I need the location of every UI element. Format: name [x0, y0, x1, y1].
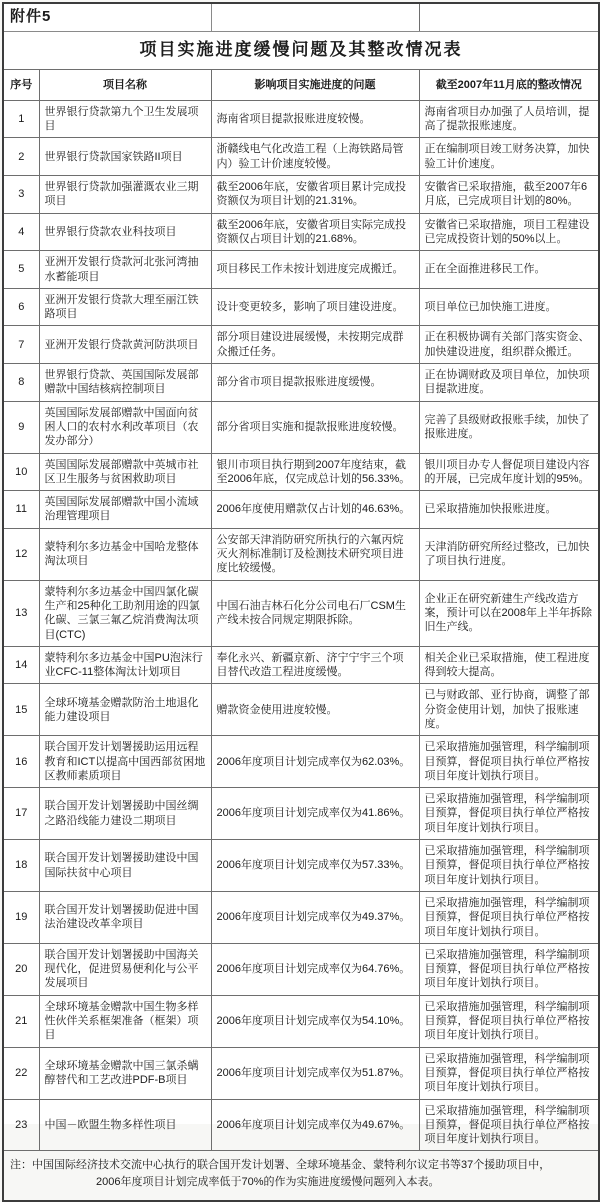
table-row [3, 788, 599, 840]
status-cell: 已采取措施加强管理，科学编制项目预算，督促项目执行单位严格按项目年度计划执行项目。 [419, 943, 599, 995]
footnote [3, 1151, 599, 1201]
issue-cell: 部分项目建设进展缓慢，未按期完成群众搬迁任务。 [211, 326, 419, 364]
status-cell: 已采取措施加强管理，科学编制项目预算，督促项目执行单位严格按项目年度计划执行项目。 [419, 1047, 599, 1099]
project-name-cell: 蒙特利尔多边基金中国PU泡沫行业CFC-11整体淘汰计划项目 [39, 646, 211, 684]
row-number-cell: 4 [3, 213, 39, 251]
table-row [3, 326, 599, 364]
project-name-cell: 亚洲开发银行贷款河北张河湾抽水蓄能项目 [39, 251, 211, 289]
status-cell: 相关企业已采取措施，使工程进度得到较大提高。 [419, 646, 599, 684]
footnote-line-1: 注：中国国际经济技术交流中心执行的联合国开发计划署、全球环境基金、蒙特利尔议定书等37个援助项目中， [10, 1159, 551, 1172]
table-row [3, 176, 599, 214]
project-name-cell: 蒙特利尔多边基金中国哈龙整体淘汰项目 [39, 528, 211, 580]
status-cell: 已采取措施加强管理，科学编制项目预算，督促项目执行单位严格按项目年度计划执行项目。 [419, 736, 599, 788]
row-number-cell: 19 [3, 891, 39, 943]
project-name-cell: 亚洲开发银行贷款黄河防洪项目 [39, 326, 211, 364]
issue-cell: 2006年度使用赠款仅占计划的46.63%。 [211, 491, 419, 529]
project-name-cell: 亚洲开发银行贷款大理至丽江铁路项目 [39, 288, 211, 326]
project-name-cell: 联合国开发计划署援助中国海关现代化，促进贸易便利化与公平发展项目 [39, 943, 211, 995]
column-header-status: 截至2007年11月底的整改情况 [419, 69, 599, 100]
project-name-cell: 联合国开发计划署援助中国丝绸之路沿线能力建设二期项目 [39, 788, 211, 840]
table-row [3, 840, 599, 892]
status-cell: 已采取措施加强管理，科学编制项目预算，督促项目执行单位严格按项目年度计划执行项目。 [419, 840, 599, 892]
issue-cell: 2006年度项目计划完成率仅为49.67%。 [211, 1099, 419, 1151]
table-row [3, 453, 599, 491]
row-number-cell: 14 [3, 646, 39, 684]
table-row [3, 528, 599, 580]
column-header-name: 项目名称 [39, 69, 211, 100]
row-number-cell: 15 [3, 684, 39, 736]
status-cell: 项目单位已加快施工进度。 [419, 288, 599, 326]
row-number-cell: 16 [3, 736, 39, 788]
row-number-cell: 18 [3, 840, 39, 892]
project-name-cell: 世界银行贷款农业科技项目 [39, 213, 211, 251]
status-cell: 已采取措施加快报账进度。 [419, 491, 599, 529]
issue-cell: 浙赣线电气化改造工程（上海铁路局管内）验工计价速度较慢。 [211, 138, 419, 176]
project-name-cell: 联合国开发计划署援助建设中国国际扶贫中心项目 [39, 840, 211, 892]
row-number-cell: 5 [3, 251, 39, 289]
table-row [3, 491, 599, 529]
issue-cell: 2006年度项目计划完成率仅为41.86%。 [211, 788, 419, 840]
issue-cell: 中国石油吉林石化分公司电石厂CSM生产线未按合同规定期限拆除。 [211, 580, 419, 646]
project-name-cell: 英国国际发展部赠款中国面向贫困人口的农村水利改革项目（农发办部分） [39, 401, 211, 453]
footnote-line-2: 2006年度项目计划完成率低于70%的作为实施进度缓慢问题列入本表。 [96, 1176, 440, 1189]
row-number-cell: 3 [3, 176, 39, 214]
table-row [3, 213, 599, 251]
project-name-cell: 世界银行贷款国家铁路II项目 [39, 138, 211, 176]
title-row [3, 31, 599, 69]
status-cell: 正在编制项目竣工财务决算，加快验工计价速度。 [419, 138, 599, 176]
table-body [3, 3, 599, 1201]
issue-cell: 2006年度项目计划完成率仅为57.33%。 [211, 840, 419, 892]
row-number-cell: 23 [3, 1099, 39, 1151]
row-number-cell: 17 [3, 788, 39, 840]
column-header-no: 序号 [3, 69, 39, 100]
row-number-cell: 2 [3, 138, 39, 176]
table-row [3, 646, 599, 684]
row-number-cell: 20 [3, 943, 39, 995]
issue-cell: 截至2006年底，安徽省项目累计完成投资额仅为项目计划的21.31%。 [211, 176, 419, 214]
status-cell: 安徽省已采取措施，项目工程建设已完成投资计划的50%以上。 [419, 213, 599, 251]
issue-cell: 截至2006年底，安徽省项目实际完成投资额仅占项目计划的21.68%。 [211, 213, 419, 251]
project-name-cell: 全球环境基金赠款中国生物多样性伙伴关系框架准备（框架）项目 [39, 995, 211, 1047]
document-page [2, 2, 598, 1189]
row-number-cell: 11 [3, 491, 39, 529]
issue-cell: 奉化永兴、新疆京新、济宁宁宇三个项目替代改造工程进度缓慢。 [211, 646, 419, 684]
table-row [3, 364, 599, 402]
issue-cell: 公安部天津消防研究所执行的六氟丙烷灭火剂标准制订及检测技术研究项目进度比较缓慢。 [211, 528, 419, 580]
project-name-cell: 联合国开发计划署援助促进中国法治建设改革伞项目 [39, 891, 211, 943]
row-number-cell: 8 [3, 364, 39, 402]
project-name-cell: 英国国际发展部赠款中国小流域治理管理项目 [39, 491, 211, 529]
table-row [3, 943, 599, 995]
issue-cell: 2006年度项目计划完成率仅为62.03%。 [211, 736, 419, 788]
attachment-row-spacer [211, 3, 419, 31]
status-cell: 企业正在研究新建生产线改造方案，预计可以在2008年上半年拆除旧生产线。 [419, 580, 599, 646]
project-name-cell: 世界银行贷款、英国国际发展部赠款中国结核病控制项目 [39, 364, 211, 402]
page-title: 项目实施进度缓慢问题及其整改情况表 [3, 31, 599, 69]
attachment-label: 附件5 [3, 3, 211, 31]
project-name-cell: 全球环境基金赠款中国三氯杀螨醇替代和工艺改进PDF-B项目 [39, 1047, 211, 1099]
project-name-cell: 全球环境基金赠款防治土地退化能力建设项目 [39, 684, 211, 736]
row-number-cell: 13 [3, 580, 39, 646]
issue-cell: 银川市项目执行期到2007年度结束，截至2006年底，仅完成总计划的56.33%。 [211, 453, 419, 491]
status-cell: 海南省项目办加强了人员培训，提高了提款报账速度。 [419, 100, 599, 138]
status-cell: 已与财政部、亚行协商，调整了部分资金使用计划，加快了报账速度。 [419, 684, 599, 736]
status-cell: 天津消防研究所经过整改，已加快了项目执行进度。 [419, 528, 599, 580]
table-row [3, 401, 599, 453]
status-cell: 正在积极协调有关部门落实资金、加快建设进度，组织群众搬迁。 [419, 326, 599, 364]
row-number-cell: 21 [3, 995, 39, 1047]
table-row [3, 995, 599, 1047]
rectification-table [2, 2, 600, 1202]
issue-cell: 部分省市项目提款报账进度缓慢。 [211, 364, 419, 402]
row-number-cell: 22 [3, 1047, 39, 1099]
issue-cell: 赠款资金使用进度较慢。 [211, 684, 419, 736]
table-header-row [3, 69, 599, 100]
table-row [3, 100, 599, 138]
table-row [3, 736, 599, 788]
project-name-cell: 世界银行贷款第九个卫生发展项目 [39, 100, 211, 138]
column-header-issue: 影响项目实施进度的问题 [211, 69, 419, 100]
issue-cell: 部分省项目实施和提款报账进度较慢。 [211, 401, 419, 453]
issue-cell: 设计变更较多，影响了项目建设进度。 [211, 288, 419, 326]
issue-cell: 2006年度项目计划完成率仅为54.10%。 [211, 995, 419, 1047]
issue-cell: 2006年度项目计划完成率仅为64.76%。 [211, 943, 419, 995]
issue-cell: 2006年度项目计划完成率仅为51.87%。 [211, 1047, 419, 1099]
attachment-row-spacer [419, 3, 599, 31]
row-number-cell: 7 [3, 326, 39, 364]
status-cell: 完善了县级财政报账手续，加快了报账进度。 [419, 401, 599, 453]
table-row [3, 580, 599, 646]
status-cell: 安徽省已采取措施，截至2007年6月底，已完成项目计划的80%。 [419, 176, 599, 214]
table-row [3, 251, 599, 289]
status-cell: 已采取措施加强管理，科学编制项目预算，督促项目执行单位严格按项目年度计划执行项目。 [419, 1099, 599, 1151]
row-number-cell: 1 [3, 100, 39, 138]
project-name-cell: 联合国开发计划署援助运用远程教育和ICT以提高中国西部贫困地区教师素质项目 [39, 736, 211, 788]
status-cell: 已采取措施加强管理，科学编制项目预算，督促项目执行单位严格按项目年度计划执行项目。 [419, 995, 599, 1047]
project-name-cell: 世界银行贷款加强灌溉农业三期项目 [39, 176, 211, 214]
status-cell: 正在协调财政及项目单位，加快项目提款进度。 [419, 364, 599, 402]
table-row [3, 1099, 599, 1151]
footnote-row [3, 1151, 599, 1201]
table-row [3, 891, 599, 943]
row-number-cell: 12 [3, 528, 39, 580]
issue-cell: 2006年度项目计划完成率仅为49.37%。 [211, 891, 419, 943]
project-name-cell: 英国国际发展部赠款中英城市社区卫生服务与贫困救助项目 [39, 453, 211, 491]
row-number-cell: 9 [3, 401, 39, 453]
status-cell: 银川项目办专人督促项目建设内容的开展，已完成年度计划的95%。 [419, 453, 599, 491]
table-row [3, 288, 599, 326]
issue-cell: 项目移民工作未按计划进度完成搬迁。 [211, 251, 419, 289]
status-cell: 正在全面推进移民工作。 [419, 251, 599, 289]
status-cell: 已采取措施加强管理，科学编制项目预算，督促项目执行单位严格按项目年度计划执行项目。 [419, 788, 599, 840]
issue-cell: 海南省项目提款报账进度较慢。 [211, 100, 419, 138]
row-number-cell: 6 [3, 288, 39, 326]
status-cell: 已采取措施加强管理，科学编制项目预算，督促项目执行单位严格按项目年度计划执行项目。 [419, 891, 599, 943]
project-name-cell: 中国－欧盟生物多样性项目 [39, 1099, 211, 1151]
table-row [3, 684, 599, 736]
project-name-cell: 蒙特利尔多边基金中国四氯化碳生产和25种化工助剂用途的四氯化碳、三氯三氟乙烷消费淘汰项目(CTC) [39, 580, 211, 646]
table-row [3, 1047, 599, 1099]
attachment-row [3, 3, 599, 31]
table-row [3, 138, 599, 176]
row-number-cell: 10 [3, 453, 39, 491]
